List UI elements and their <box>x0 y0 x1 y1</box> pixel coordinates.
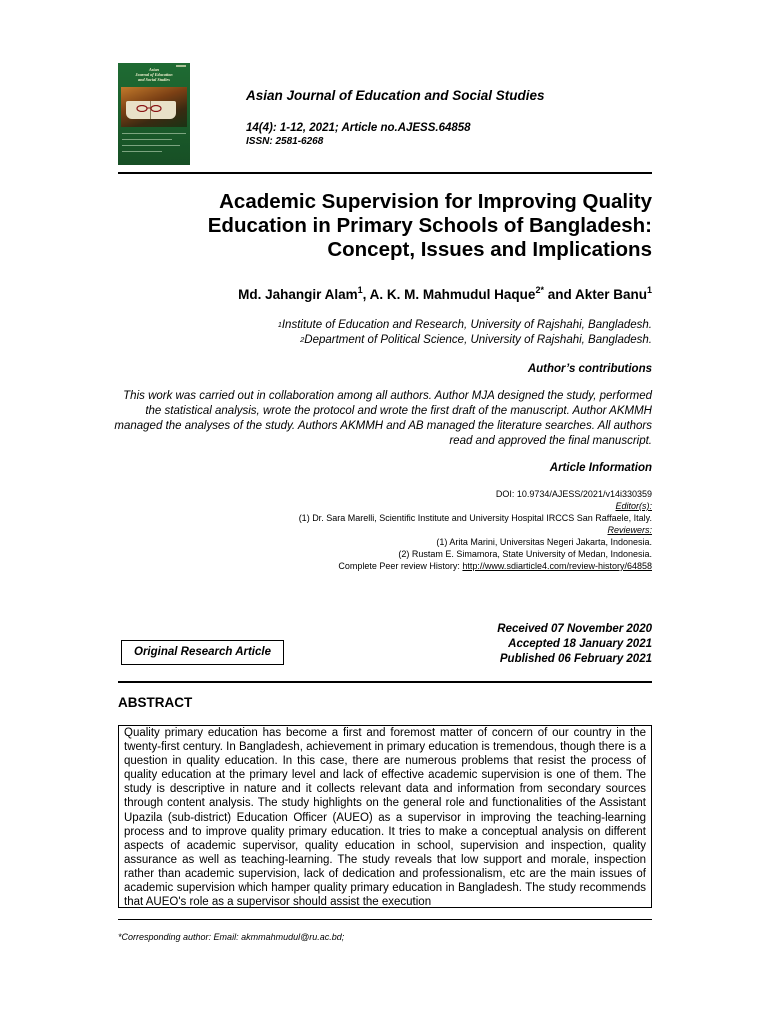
contributions-text: This work was carried out in collaboration among all authors. Author MJA designed the study, performed the statistical analysis, wrote the protocol and wrote the first draft of the manuscript. Author AKMMH managed the analyses of the study. Authors AKMMH and AB managed the literature searches. All authors read and approved the final manuscript. <box>114 390 652 447</box>
reviewer-entry: (2) Rustam E. Simamora, State University of Medan, Indonesia. <box>398 549 652 559</box>
citation: 14(4): 1-12, 2021; Article no.AJESS.64858 <box>246 122 471 134</box>
editors-label: Editor(s): <box>615 501 652 511</box>
footnote-rule <box>118 919 652 920</box>
cover-title-line3: and Social Studies <box>138 77 170 82</box>
corresponding-author-footnote: *Corresponding author: Email: akmmahmudul@ru.ac.bd; <box>118 932 345 942</box>
reviewers-label: Reviewers: <box>607 525 652 535</box>
affiliation-text: Institute of Education and Research, University of Rajshahi, Bangladesh. <box>281 319 652 331</box>
abstract-heading: ABSTRACT <box>118 695 193 710</box>
affiliations <box>278 318 652 348</box>
affiliation-mark: 1 <box>277 320 282 329</box>
cover-title <box>118 67 190 82</box>
author-list <box>238 287 652 302</box>
article-type-box: Original Research Article <box>121 640 284 665</box>
article-info <box>299 488 652 572</box>
article-info-heading: Article Information <box>549 462 652 474</box>
author-name: Md. Jahangir Alam <box>238 287 358 302</box>
paper-title: Academic Supervision for Improving Quality Education in Primary Schools of Bangladesh: Concept, Issues and Implications <box>207 190 652 261</box>
author-affiliation-mark: 1 <box>646 285 652 295</box>
cover-title-line1: Asian <box>148 67 159 72</box>
accepted-date: Accepted 18 January 2021 <box>508 638 652 650</box>
journal-name: Asian Journal of Education and Social Studies <box>246 88 545 103</box>
abstract-box: Quality primary education has become a first and foremost matter of concern of our country in the twenty-first century. In Bangladesh, achievement in primary education is tremendous, though there is a question in quality education. In this case, there are numerous problems that resist the process of quality education at the primary level and lack of effective academic supervision is one of them. The study is descriptive in nature and it collects relevant data and information from secondary sources through content analysis. The study highlights on the general role and functionalities of the Assistant Upazila (sub-district) Education Officer (AUEO) as a supervisor in improving the teaching-learning process and to improve quality primary education. It tries to make a conceptual analysis on different aspects of academic supervisor, quality education in school, supervision and inspection, quality assurance as well as teaching-learning. The study reveals that low support and morale, inspection rather than academic supervision, lack of dedication and professionalism, etc are the main issues of academic supervision which hamper quality primary education in Bangladesh. The study recommends that AUEO's role as a supervisor should assist the execution <box>118 725 652 908</box>
editor-entry: (1) Dr. Sara Marelli, Scientific Institute and University Hospital IRCCS San Raffaele, Italy. <box>298 513 652 523</box>
peer-review-label: Complete Peer review History: <box>338 561 463 571</box>
author-separator: and <box>543 287 575 302</box>
cover-text-line <box>122 151 162 152</box>
reviewer-entry: (1) Arita Marini, Universitas Negeri Jakarta, Indonesia. <box>436 537 652 547</box>
glasses-icon <box>136 105 162 112</box>
cover-text-line <box>122 145 180 146</box>
cover-text-line <box>122 133 186 134</box>
contributions-heading: Author’s contributions <box>527 363 652 375</box>
affiliation-line <box>278 333 652 348</box>
journal-cover-image <box>118 63 190 165</box>
peer-review-link[interactable]: http://www.sdiarticle4.com/review-history/64858 <box>462 561 652 571</box>
cover-title-line2: Journal of Education <box>135 72 173 77</box>
author-affiliation-mark: 1 <box>357 285 363 295</box>
issn: ISSN: 2581-6268 <box>246 136 324 147</box>
affiliation-text: Department of Political Science, University of Rajshahi, Bangladesh. <box>304 334 652 346</box>
author-name: A. K. M. Mahmudul Haque <box>369 287 536 302</box>
doi: DOI: 10.9734/AJESS/2021/v14i330359 <box>495 489 652 499</box>
author-separator: , <box>362 287 370 302</box>
author-name: Akter Banu <box>574 287 647 302</box>
peer-review-history <box>299 560 652 572</box>
dates-rule <box>118 681 652 683</box>
header-rule <box>118 172 652 174</box>
affiliation-line <box>278 318 652 333</box>
cover-text-line <box>122 139 172 140</box>
author-affiliation-mark: 2* <box>535 285 544 295</box>
affiliation-mark: 2 <box>300 335 305 344</box>
received-date: Received 07 November 2020 <box>497 623 652 635</box>
published-date: Published 06 February 2021 <box>499 653 652 665</box>
publication-dates <box>497 622 652 667</box>
